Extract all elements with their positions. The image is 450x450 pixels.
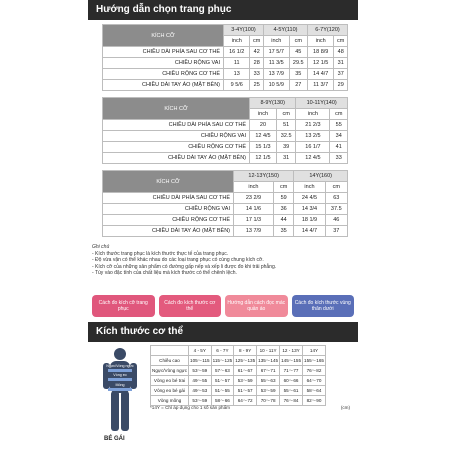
size-label: KÍCH CỠ bbox=[103, 98, 250, 120]
table-row: Vòng eo bé gái 49〜53 51〜55 51〜57 53〜59 55〜61 58〜64 bbox=[151, 386, 326, 396]
body-table-footnote bbox=[150, 405, 350, 410]
table-row: CHIỀU RỘNG CƠ THỂ 17 1/3 44 18 1/9 46 bbox=[103, 215, 348, 226]
unit-cell: cm bbox=[250, 36, 264, 47]
table-row: CHIỀU RỘNG CƠ THỂ 13 33 13 7/9 35 14 4/7 37 bbox=[103, 69, 348, 80]
measure-garment-button[interactable]: Cách đo kích cỡ trang phục bbox=[92, 295, 155, 317]
unit-cell: cm bbox=[334, 36, 348, 47]
size-col-header: 4-5Y(110) bbox=[263, 25, 307, 36]
right-margin bbox=[360, 0, 450, 450]
table-row: Vòng mông 53〜59 58〜66 64〜72 70〜78 76〜84 82〜90 bbox=[151, 396, 326, 406]
notes bbox=[92, 244, 354, 277]
unit-cell: inch bbox=[224, 36, 250, 47]
unit-cell: cm bbox=[289, 36, 307, 47]
unit-cell: inch bbox=[307, 36, 333, 47]
note-line: - Kích cỡ của những sản phẩm có đường gấp nếp và xếp li được đo khi trải phẳng. bbox=[92, 263, 277, 270]
size-guide-header: Hướng dẫn chọn trang phục bbox=[88, 0, 358, 20]
guide-buttons bbox=[92, 295, 354, 317]
note-line: - Tùy vào đặc tính của chất liệu mà kích thước có thể chênh lệch. bbox=[92, 270, 237, 276]
size-col-header: 3-4Y(100) bbox=[224, 25, 264, 36]
measure-body-button[interactable]: Cách đo kích thước cơ thể bbox=[159, 295, 222, 317]
body-size-table: 4 - 5Y 6 - 7Y 8 - 9Y 10 - 11Y 12 - 13Y 14Y Chiều cao 105〜115 115〜125 125〜135 135〜145 145〜155 155〜165 Ngực/Vòng ngực 53〜59 57〜63 61〜67 67〜71 71〜77 76〜82 Vòng eo bé trai 49〜55 51〜57 53〜59 55〜63 60〜66 64〜70 Vòng eo bé gái 49〜53 51〜55 51〜57 53〜59 55〜61 58〜64 Vòng mông 53〜59 58〜66 64〜72 70〜78 76〜84 82〜90 bbox=[150, 345, 326, 406]
table-row: CHIỀU RỘNG CƠ THỂ 15 1/3 39 16 1/7 41 bbox=[103, 142, 348, 153]
body-size-header: Kích thước cơ thể bbox=[88, 322, 358, 342]
note-line: - Kích thước trang phục là kích thước thực tế của trang phục. bbox=[92, 250, 229, 257]
table-row: Chiều cao 105〜115 115〜125 125〜135 135〜145 145〜155 155〜165 bbox=[151, 356, 326, 366]
table-row: CHIỀU RỘNG VAI 12 4/5 32.5 13 2/5 34 bbox=[103, 131, 348, 142]
note-line: - Độ vừa vặn có thể khác nhau do các loại trang phục có cùng chung kích cỡ. bbox=[92, 257, 264, 263]
unit-cell: inch bbox=[263, 36, 289, 47]
size-col-header: 6-7Y(120) bbox=[307, 25, 347, 36]
table-row: CHIỀU DÀI PHÍA SAU CƠ THỂ 16 1/2 42 17 5/7 45 18 8/9 48 bbox=[103, 47, 348, 58]
chest-label: Ngực/Vòng ngực bbox=[106, 364, 134, 368]
unit-label: (cm) bbox=[340, 405, 350, 410]
table-row: CHIỀU DÀI TAY ÁO (MẶT BÊN) 9 5/6 25 10 5/9 27 11 3/7 29 bbox=[103, 80, 348, 91]
size-guide-panel bbox=[88, 0, 358, 450]
figure-caption: BÉ GÁI bbox=[104, 436, 125, 442]
size-label: KÍCH CỠ bbox=[103, 171, 234, 193]
table-row: CHIỀU RỘNG VAI 14 1/6 36 14 3/4 37.5 bbox=[103, 204, 348, 215]
size-col-header: 14Y(160) bbox=[294, 171, 348, 182]
girl-figure-illustration bbox=[96, 345, 144, 435]
size-label: KÍCH CỠ bbox=[103, 25, 224, 47]
hip-label: Mông bbox=[115, 383, 125, 387]
size-table-2: KÍCH CỠ 8-9Y(130) 10-11Y(140) inch cm inch cm CHIỀU DÀI PHÍA SAU CƠ THỂ 20 51 21 2/3 55 CHIỀU RỘNG VAI 12 4/5 32.5 13 2/5 34 CHIỀU RỘNG CƠ THỂ 15 1/3 39 16 1/7 41 CHIỀU DÀI TAY ÁO (MẶT BÊN) 12 1/5 31 12 4/5 33 bbox=[102, 97, 348, 164]
notes-title: Ghi chú bbox=[92, 244, 110, 250]
size-col-header: 10-11Y(140) bbox=[296, 98, 348, 109]
size-col-header: 12-13Y(150) bbox=[234, 171, 294, 182]
table-row: Ngực/Vòng ngực 53〜59 57〜63 61〜67 67〜71 71〜77 76〜82 bbox=[151, 366, 326, 376]
size-table-1 bbox=[102, 24, 348, 91]
waist-label: Vòng eo bbox=[113, 373, 127, 377]
table-row: Vòng eo bé trai 49〜55 51〜57 53〜59 55〜63 60〜66 64〜70 bbox=[151, 376, 326, 386]
size-col-header: 8-9Y(130) bbox=[250, 98, 296, 109]
read-label-button[interactable]: Hướng dẫn cách đọc mác quần áo bbox=[225, 295, 288, 317]
table-row: CHIỀU RỘNG VAI 11 28 11 3/5 29.5 12 1/5 31 bbox=[103, 58, 348, 69]
footnote-text: *14Y = Chỉ áp dụng cho 1 số sản phẩm bbox=[150, 405, 230, 410]
table-row: CHIỀU DÀI PHÍA SAU CƠ THỂ 20 51 21 2/3 55 bbox=[103, 120, 348, 131]
size-table-3: KÍCH CỠ 12-13Y(150) 14Y(160) inch cm inch cm CHIỀU DÀI PHÍA SAU CƠ THỂ 23 2/9 59 24 4/5 63 CHIỀU RỘNG VAI 14 1/6 36 14 3/4 37.5 CHIỀU RỘNG CƠ THỂ 17 1/3 44 18 1/9 46 CHIỀU DÀI TAY ÁO (MẶT BÊN) 13 7/9 35 14 4/7 37 bbox=[102, 170, 348, 237]
table-row: CHIỀU DÀI PHÍA SAU CƠ THỂ 23 2/9 59 24 4/5 63 bbox=[103, 193, 348, 204]
table-row: CHIỀU DÀI TAY ÁO (MẶT BÊN) 12 1/5 31 12 4/5 33 bbox=[103, 153, 348, 164]
measure-lower-body-button[interactable]: Cách đo kích thước vùng thân dưới bbox=[292, 295, 355, 317]
table-row: CHIỀU DÀI TAY ÁO (MẶT BÊN) 13 7/9 35 14 4/7 37 bbox=[103, 226, 348, 237]
